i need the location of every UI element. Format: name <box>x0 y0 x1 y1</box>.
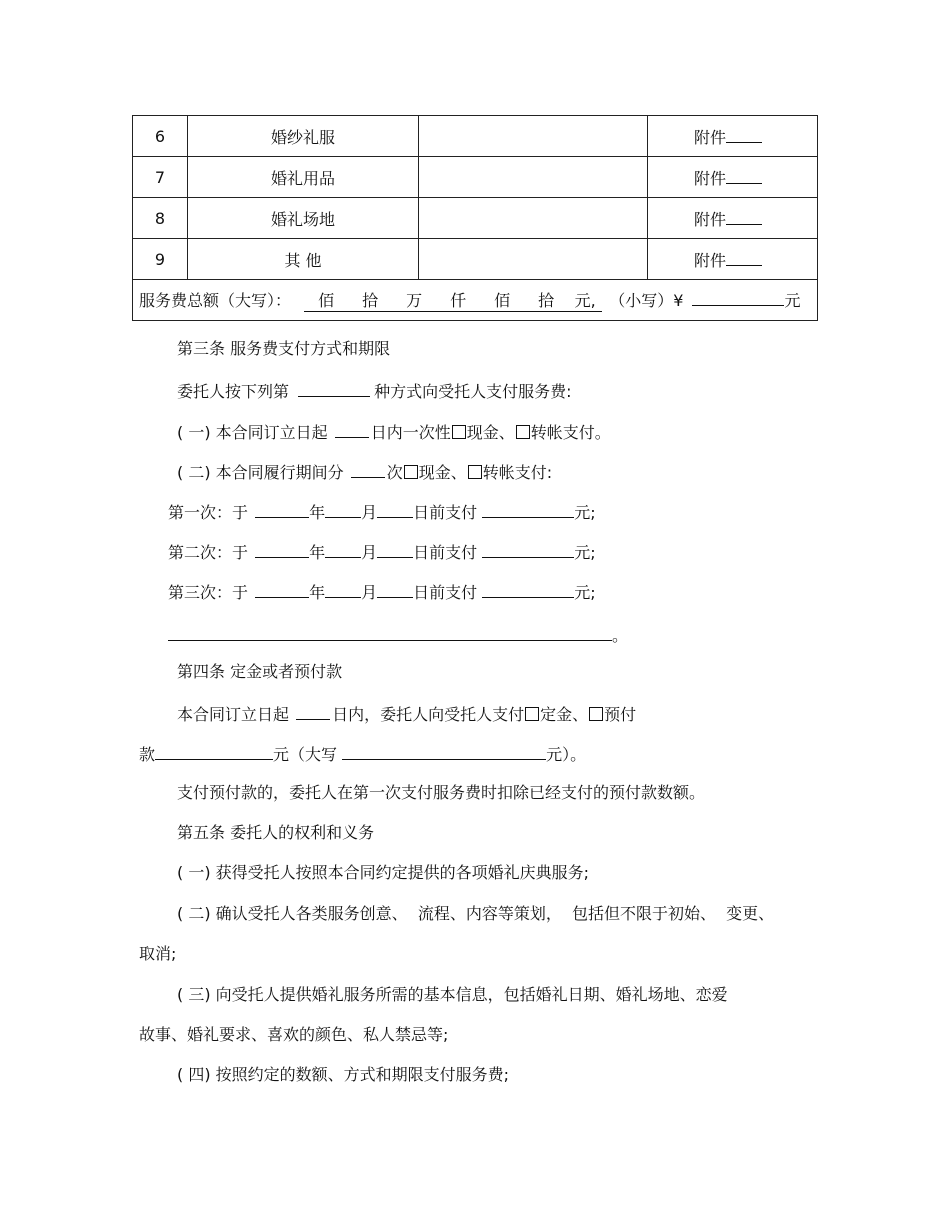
day-blank[interactable] <box>377 581 413 598</box>
deposit-line <box>177 703 636 725</box>
deposit-amount-line <box>139 743 586 765</box>
month-label: 月 <box>361 583 378 602</box>
yuan-label: 元; <box>574 583 596 602</box>
attachment-cell <box>648 157 818 198</box>
payment-line-1 <box>168 501 596 523</box>
cash-label: 现金、 <box>418 463 467 482</box>
payment-line-3 <box>168 581 596 603</box>
item-name: 婚礼用品 <box>188 157 419 198</box>
unit-label: 仟 <box>450 291 467 310</box>
clause-5-3: ( 三) 向受托人提供婚礼服务所需的基本信息，包括婚礼日期、婚礼场地、恋爱 <box>177 985 728 1004</box>
amount-in-words-blank[interactable] <box>304 288 602 312</box>
item-description-cell <box>419 116 648 157</box>
deposit-kuan: 款 <box>139 745 156 764</box>
payment-label: 第一次：于 <box>168 503 249 522</box>
total-cell <box>133 280 818 321</box>
payment-line-2 <box>168 541 596 563</box>
row-number: 8 <box>133 198 188 239</box>
deposit-amount-blank[interactable] <box>155 743 273 760</box>
item-description-cell <box>419 239 648 280</box>
row-number: 9 <box>133 239 188 280</box>
month-blank[interactable] <box>325 501 361 518</box>
month-blank[interactable] <box>325 581 361 598</box>
attachment-blank[interactable] <box>726 208 762 225</box>
unit-label: 佰 <box>318 291 335 310</box>
amount-blank[interactable] <box>482 581 574 598</box>
amount-in-figures-blank[interactable] <box>692 289 784 306</box>
prepayment-checkbox[interactable] <box>589 707 603 721</box>
deposit-text-2: 日内，委托人向受托人支付 <box>332 705 525 724</box>
yuan-label: 元; <box>574 503 596 522</box>
total-row <box>133 280 818 321</box>
other-method-blank[interactable] <box>168 624 612 641</box>
prepayment-note: 支付预付款的，委托人在第一次支付服务费时扣除已经支付的预付款数额。 <box>177 783 706 802</box>
year-blank[interactable] <box>255 501 309 518</box>
payment-method-choice <box>177 380 572 402</box>
attachment-cell <box>648 239 818 280</box>
year-label: 年 <box>309 583 326 602</box>
option-1-days: 日内一次性 <box>370 423 451 442</box>
period-mark: 。 <box>612 626 629 645</box>
row-number: 7 <box>133 157 188 198</box>
option-2-text: ( 二) 本合同履行期间分 <box>177 463 344 482</box>
attachment-label: 附件 <box>694 209 727 229</box>
amount-blank[interactable] <box>482 501 574 518</box>
attachment-label: 附件 <box>694 127 727 147</box>
year-blank[interactable] <box>255 581 309 598</box>
clause-5-2-cont: 取消; <box>139 944 177 963</box>
option-1-text: ( 一) 本合同订立日起 <box>177 423 328 442</box>
article-4-title: 第四条 定金或者预付款 <box>177 662 343 681</box>
transfer-label: 转帐支付: <box>482 463 553 482</box>
article-3-title: 第三条 服务费支付方式和期限 <box>177 339 391 358</box>
row-number: 6 <box>133 116 188 157</box>
deposit-label: 定金、 <box>540 705 589 724</box>
option-2-times: 次 <box>386 463 403 482</box>
item-description-cell <box>419 157 648 198</box>
deposit-text: 本合同订立日起 <box>177 705 290 724</box>
day-blank[interactable] <box>377 541 413 558</box>
cash-checkbox[interactable] <box>404 465 418 479</box>
deposit-words-label: 元（大写 <box>273 745 338 764</box>
clause-5-1: ( 一) 获得受托人按照本合同约定提供的各项婚礼庆典服务; <box>177 863 590 882</box>
payment-label: 第二次：于 <box>168 543 249 562</box>
article-5-title: 第五条 委托人的权利和义务 <box>177 823 375 842</box>
clause-5-3-cont: 故事、婚礼要求、喜欢的颜色、私人禁忌等; <box>139 1025 449 1044</box>
day-label: 日前支付 <box>413 543 478 562</box>
payment-label: 第三次：于 <box>168 583 249 602</box>
unit-label: 佰 <box>494 291 511 310</box>
unit-label: 拾 <box>538 291 555 310</box>
day-blank[interactable] <box>377 501 413 518</box>
attachment-cell <box>648 116 818 157</box>
choice-text-end: 种方式向受托人支付服务费: <box>374 382 572 401</box>
deposit-yuan-end: 元）。 <box>546 745 587 764</box>
days-blank[interactable] <box>335 421 369 438</box>
installments-blank[interactable] <box>351 461 385 478</box>
transfer-checkbox[interactable] <box>468 465 482 479</box>
item-name: 婚礼场地 <box>188 198 419 239</box>
month-label: 月 <box>361 503 378 522</box>
table-row <box>133 198 818 239</box>
clause-5-4: ( 四) 按照约定的数额、方式和期限支付服务费; <box>177 1065 510 1084</box>
attachment-label: 附件 <box>694 168 727 188</box>
attachment-cell <box>648 198 818 239</box>
cash-label: 现金、 <box>466 423 515 442</box>
small-amount-label: （小写）¥ <box>609 291 684 310</box>
month-blank[interactable] <box>325 541 361 558</box>
unit-label: 拾 <box>362 291 379 310</box>
month-label: 月 <box>361 543 378 562</box>
clause-5-2: ( 二) 确认受托人各类服务创意、 流程、内容等策划， 包括但不限于初始、 变更、 <box>177 904 775 923</box>
item-description-cell <box>419 198 648 239</box>
attachment-blank[interactable] <box>726 126 762 143</box>
yuan-label: 元; <box>574 543 596 562</box>
year-label: 年 <box>309 503 326 522</box>
attachment-blank[interactable] <box>726 249 762 266</box>
table-row <box>133 157 818 198</box>
other-payment-line <box>168 624 628 646</box>
option-2 <box>177 461 552 483</box>
total-label: 服务费总额（大写）： <box>139 291 292 310</box>
year-blank[interactable] <box>255 541 309 558</box>
unit-label: 元, <box>574 291 596 310</box>
day-label: 日前支付 <box>413 503 478 522</box>
choice-text: 委托人按下列第 <box>177 382 290 401</box>
day-label: 日前支付 <box>413 583 478 602</box>
total-yuan: 元 <box>784 291 801 310</box>
year-label: 年 <box>309 543 326 562</box>
transfer-label: 转帐支付。 <box>530 423 611 442</box>
item-name: 其 他 <box>188 239 419 280</box>
table-row <box>133 116 818 157</box>
deposit-words-blank[interactable] <box>342 743 546 760</box>
option-1 <box>177 421 611 443</box>
deposit-checkbox[interactable] <box>525 707 539 721</box>
amount-blank[interactable] <box>482 541 574 558</box>
attachment-blank[interactable] <box>726 167 762 184</box>
item-name: 婚纱礼服 <box>188 116 419 157</box>
method-number-blank[interactable] <box>298 380 370 397</box>
table-row <box>133 239 818 280</box>
deposit-days-blank[interactable] <box>296 703 330 720</box>
transfer-checkbox[interactable] <box>516 425 530 439</box>
unit-label: 万 <box>406 291 423 310</box>
cash-checkbox[interactable] <box>452 425 466 439</box>
attachment-label: 附件 <box>694 250 727 270</box>
fee-table <box>132 115 818 321</box>
prepayment-label: 预付 <box>604 705 637 724</box>
